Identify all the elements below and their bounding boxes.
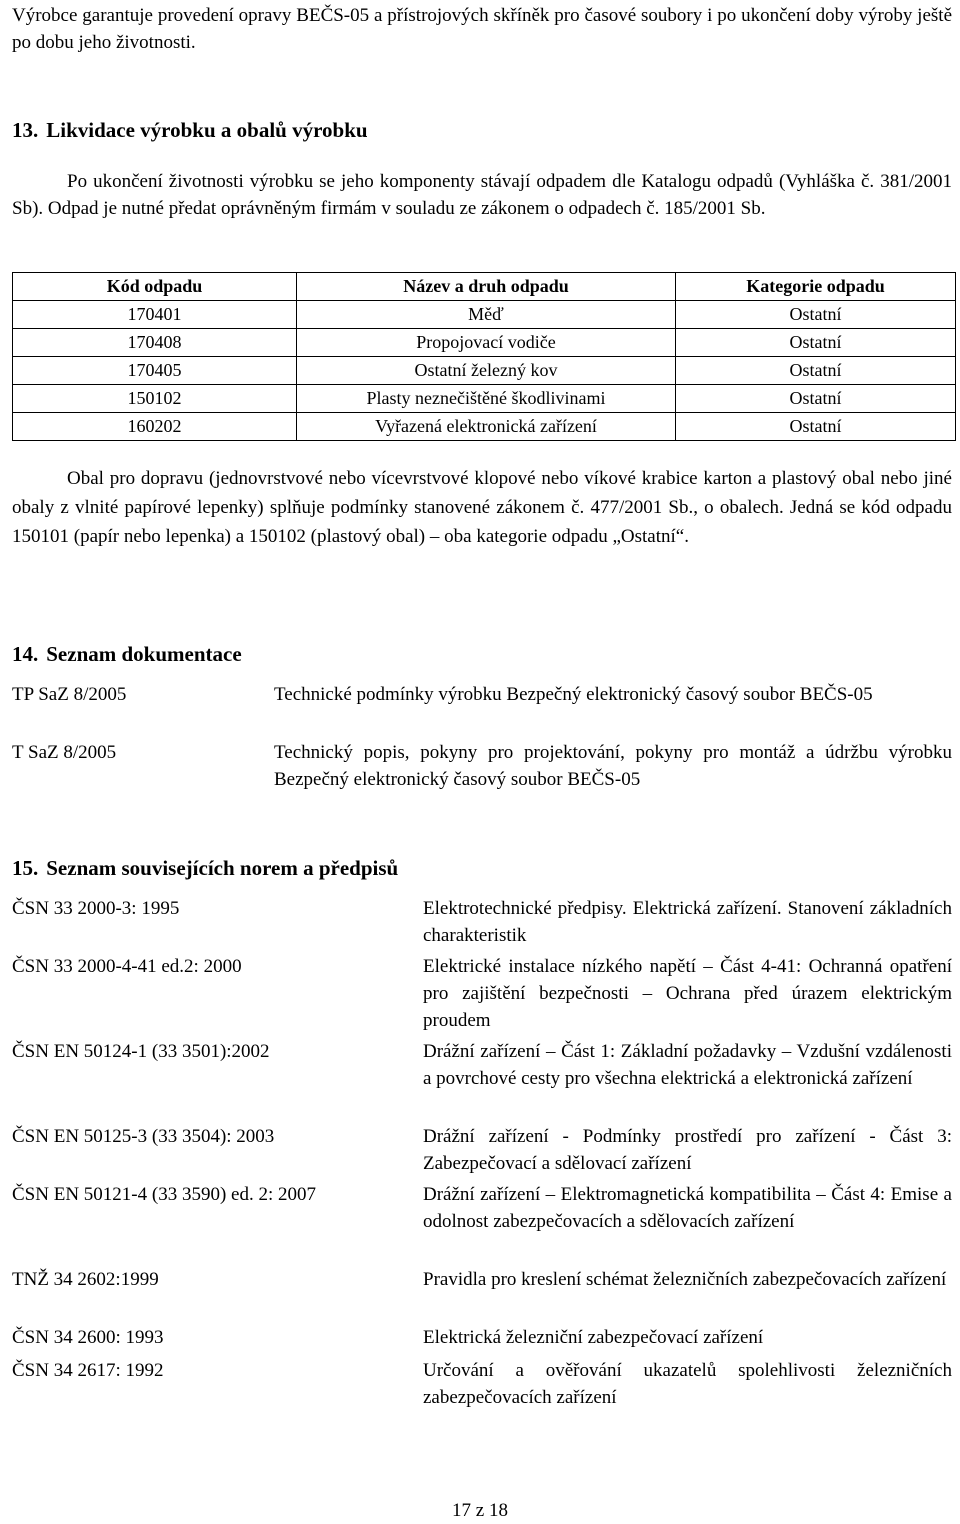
norm-description: Drážní zařízení – Část 1: Základní požadavky – Vzdušní vzdálenosti a povrchové cesty pro všechna elektrická a elektronická zařízení: [423, 1041, 952, 1089]
norm-description: Elektrická železniční zabezpečovací zařízení: [423, 1327, 764, 1348]
section-13-heading: [12, 116, 368, 144]
table-row: [13, 329, 956, 357]
norm-code: ČSN 33 2000-3: 1995: [12, 898, 180, 919]
waste-code-cell: 160202: [13, 413, 297, 441]
section-15-title: Seznam souvisejících norem a předpisů: [46, 856, 399, 880]
document-description: Technické podmínky výrobku Bezpečný elektronický časový soubor BEČS-05: [274, 684, 873, 705]
norm-description: Drážní zařízení - Podmínky prostředí pro zařízení - Část 3: Zabezpečovací a sdělovací zařízení: [423, 1126, 952, 1174]
table-row: [13, 357, 956, 385]
table-row: [13, 385, 956, 413]
waste-category-cell: Ostatní: [676, 357, 956, 385]
section-15-heading: [12, 854, 398, 882]
waste-code-cell: 170405: [13, 357, 297, 385]
norm-code: ČSN 33 2000-4-41 ed.2: 2000: [12, 956, 242, 977]
norm-code: TNŽ 34 2602:1999: [12, 1269, 159, 1290]
norm-description: Drážní zařízení – Elektromagnetická kompatibilita – Část 4: Emise a odolnost zabezpečovacích a sdělovacích zařízení: [423, 1184, 952, 1232]
waste-table-header-name: Název a druh odpadu: [297, 273, 676, 301]
waste-code-cell: 150102: [13, 385, 297, 413]
section-15-number: 15.: [12, 856, 39, 880]
section-13-paragraph: Po ukončení životnosti výrobku se jeho komponenty stávají odpadem dle Katalogu odpadů (Vyhláška č. 381/2001 Sb). Odpad je nutné předat oprávněným firmám v souladu ze zákonem o odpadech č. 185/2001 Sb.: [12, 171, 952, 219]
section-14-number: 14.: [12, 642, 39, 666]
waste-table-header-row: [13, 273, 956, 301]
section-14-heading: [12, 640, 242, 668]
waste-name-cell: Plasty neznečištěné škodlivinami: [297, 385, 676, 413]
waste-category-cell: Ostatní: [676, 413, 956, 441]
document-code: TP SaZ 8/2005: [12, 684, 127, 705]
waste-code-cell: 170408: [13, 329, 297, 357]
table-row: [13, 301, 956, 329]
norm-description: Elektrické instalace nízkého napětí – Část 4-41: Ochranná opatření pro zajištění bezpečnosti – Ochrana před úrazem elektrickým proudem: [423, 956, 952, 1031]
waste-category-cell: Ostatní: [676, 329, 956, 357]
norm-code: ČSN EN 50121-4 (33 3590) ed. 2: 2007: [12, 1184, 316, 1205]
waste-table-header-category: Kategorie odpadu: [676, 273, 956, 301]
section-14-title: Seznam dokumentace: [46, 642, 242, 666]
waste-category-cell: Ostatní: [676, 385, 956, 413]
waste-name-cell: Propojovací vodiče: [297, 329, 676, 357]
table-row: [13, 413, 956, 441]
norm-description: Elektrotechnické předpisy. Elektrická zařízení. Stanovení základních charakteristik: [423, 898, 952, 946]
waste-code-cell: 170401: [13, 301, 297, 329]
document-code: T SaZ 8/2005: [12, 742, 117, 763]
norm-code: ČSN EN 50124-1 (33 3501):2002: [12, 1041, 270, 1062]
norm-description: Pravidla pro kreslení schémat železničních zabezpečovacích zařízení: [423, 1269, 947, 1290]
intro-paragraph: Výrobce garantuje provedení opravy BEČS-05 a přístrojových skříněk pro časové soubory i po ukončení doby výroby ještě po dobu jeho životnosti.: [12, 5, 952, 53]
norm-code: ČSN EN 50125-3 (33 3504): 2003: [12, 1126, 275, 1147]
waste-table: [12, 272, 956, 441]
packaging-paragraph: Obal pro dopravu (jednovrstvové nebo vícevrstvové klopové nebo víkové krabice karton a plastový obal nebo jiné obaly z vlnité papírové lepenky) splňuje podmínky stanovené zákonem č. 477/2001 Sb., o obalech. Jedná se kód odpadu 150101 (papír nebo lepenka) a 150102 (plastový obal) – oba kategorie odpadu „Ostatní“.: [12, 468, 952, 547]
waste-name-cell: Ostatní železný kov: [297, 357, 676, 385]
section-13-number: 13.: [12, 118, 39, 142]
page-number: 17 z 18: [452, 1500, 508, 1521]
norm-code: ČSN 34 2617: 1992: [12, 1360, 164, 1381]
norm-description: Určování a ověřování ukazatelů spolehlivosti železničních zabezpečovacích zařízení: [423, 1360, 952, 1408]
waste-table-header-code: Kód odpadu: [13, 273, 297, 301]
norm-code: ČSN 34 2600: 1993: [12, 1327, 164, 1348]
waste-name-cell: Vyřazená elektronická zařízení: [297, 413, 676, 441]
waste-name-cell: Měď: [297, 301, 676, 329]
section-13-title: Likvidace výrobku a obalů výrobku: [46, 118, 368, 142]
waste-category-cell: Ostatní: [676, 301, 956, 329]
document-description: Technický popis, pokyny pro projektování, pokyny pro montáž a údržbu výrobku Bezpečný elektronický časový soubor BEČS-05: [274, 742, 952, 790]
